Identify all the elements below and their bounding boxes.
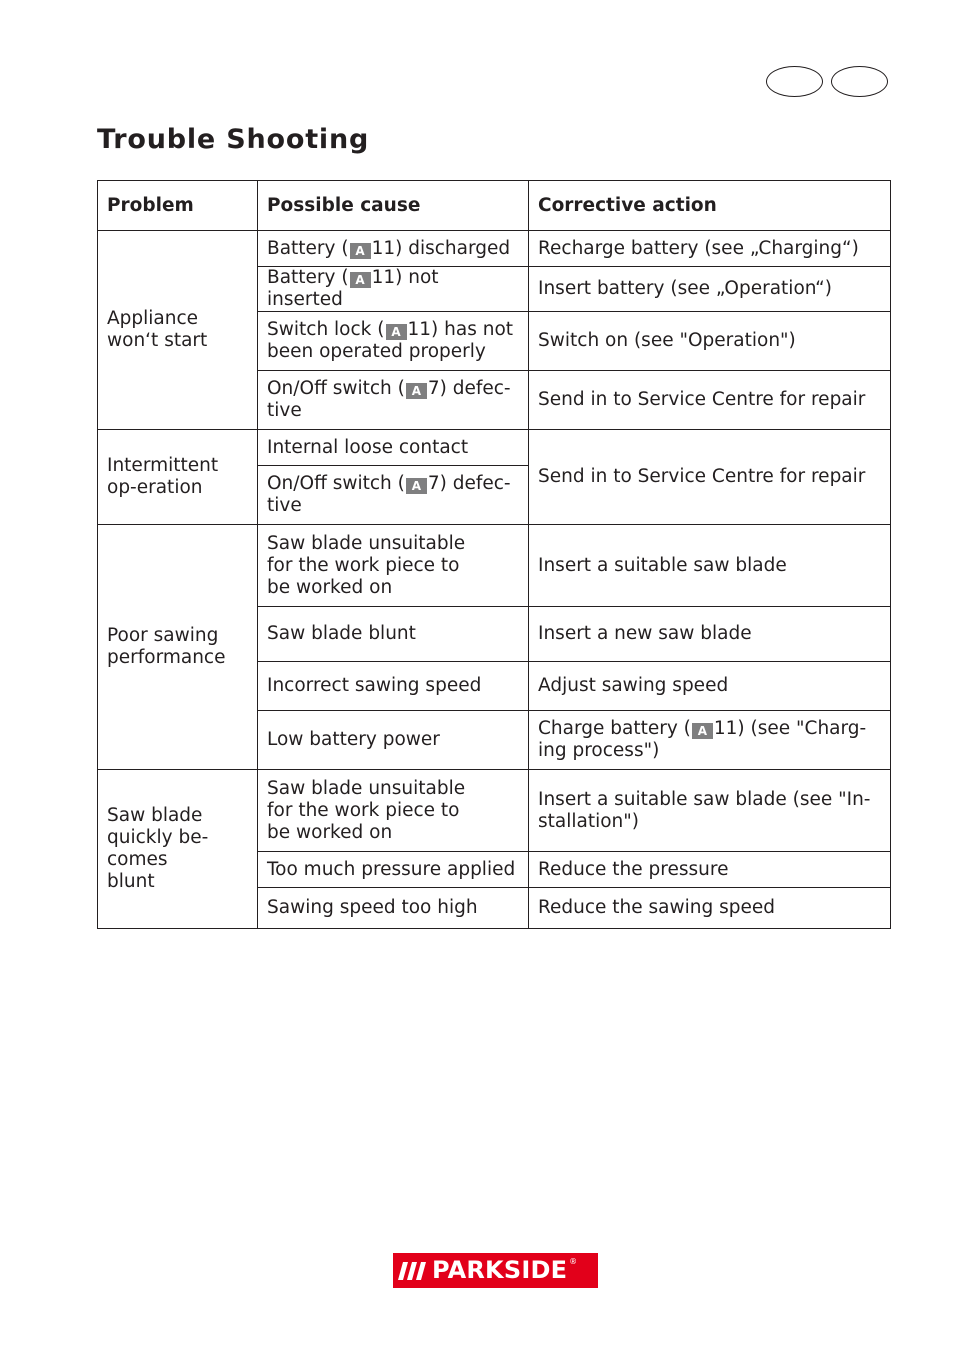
cause-cell: Sawing speed too high bbox=[258, 888, 529, 929]
cause-text-pre: On/Off switch ( bbox=[267, 378, 405, 399]
cause-cell bbox=[258, 267, 529, 312]
action-cell: Reduce the sawing speed bbox=[529, 888, 891, 929]
action-cell: Send in to Service Centre for repair bbox=[529, 430, 891, 525]
problem-cell: Intermittent op-eration bbox=[98, 430, 258, 525]
cause-cell bbox=[258, 466, 529, 525]
action-text-pre: Charge battery ( bbox=[538, 718, 691, 739]
figure-reference-badge: A bbox=[692, 723, 713, 739]
cause-text-post: 7) defec-tive bbox=[267, 473, 511, 516]
cause-text-pre: Battery ( bbox=[267, 237, 349, 259]
action-cell: Recharge battery (see „Charging“) bbox=[529, 231, 891, 267]
table-row bbox=[98, 231, 891, 267]
problem-cell: Poor sawing performance bbox=[98, 525, 258, 770]
cause-cell: Saw blade blunt bbox=[258, 607, 529, 662]
cause-text-post: 11) has not been operated properly bbox=[267, 319, 514, 362]
cause-text-post: 7) defec-tive bbox=[267, 378, 511, 421]
table-row bbox=[98, 430, 891, 466]
figure-reference-badge: A bbox=[406, 478, 427, 494]
cause-cell: Too much pressure applied bbox=[258, 852, 529, 888]
action-text-post: 11) (see "Charg-ing process") bbox=[538, 718, 867, 761]
cause-cell: Saw blade unsuitable for the work piece to be worked on bbox=[258, 770, 529, 852]
action-cell: Reduce the pressure bbox=[529, 852, 891, 888]
figure-reference-badge: A bbox=[350, 243, 371, 259]
troubleshooting-table bbox=[97, 180, 891, 929]
table-row bbox=[98, 525, 891, 607]
action-cell: Insert a suitable saw blade bbox=[529, 525, 891, 607]
logo-brand-text: PARKSIDE bbox=[432, 1256, 568, 1284]
cause-cell bbox=[258, 371, 529, 430]
action-cell: Insert battery (see „Operation“) bbox=[529, 267, 891, 312]
figure-reference-badge: A bbox=[406, 383, 427, 399]
language-indicator bbox=[766, 66, 890, 99]
cause-text-post: 11) discharged bbox=[371, 237, 511, 259]
cause-cell: Low battery power bbox=[258, 711, 529, 770]
language-oval-right bbox=[831, 66, 888, 97]
cause-text-pre: On/Off switch ( bbox=[267, 473, 405, 494]
cause-text-pre: Switch lock ( bbox=[267, 319, 385, 340]
action-cell bbox=[529, 711, 891, 770]
parkside-logo bbox=[393, 1253, 598, 1288]
column-header-cause: Possible cause bbox=[258, 181, 529, 231]
logo-stripes-icon bbox=[393, 1253, 431, 1288]
cause-cell bbox=[258, 312, 529, 371]
cause-cell bbox=[258, 231, 529, 267]
problem-cell: Saw blade quickly be-comes blunt bbox=[98, 770, 258, 929]
action-cell: Adjust sawing speed bbox=[529, 662, 891, 711]
table-header-row bbox=[98, 181, 891, 231]
page-title: Trouble Shooting bbox=[97, 124, 370, 155]
column-header-action: Corrective action bbox=[529, 181, 891, 231]
action-cell: Insert a new saw blade bbox=[529, 607, 891, 662]
cause-text-pre: Battery ( bbox=[267, 267, 349, 288]
logo-registered-mark: ® bbox=[569, 1257, 578, 1266]
cause-cell: Incorrect sawing speed bbox=[258, 662, 529, 711]
cause-cell: Saw blade unsuitable for the work piece to be worked on bbox=[258, 525, 529, 607]
figure-reference-badge: A bbox=[386, 324, 407, 340]
problem-cell: Appliance won‘t start bbox=[98, 231, 258, 430]
column-header-problem: Problem bbox=[98, 181, 258, 231]
language-oval-left bbox=[766, 66, 823, 97]
figure-reference-badge: A bbox=[350, 272, 371, 288]
action-cell: Insert a suitable saw blade (see "In-stallation") bbox=[529, 770, 891, 852]
action-cell: Send in to Service Centre for repair bbox=[529, 371, 891, 430]
cause-text-post: 11) not inserted bbox=[267, 267, 439, 310]
cause-cell: Internal loose contact bbox=[258, 430, 529, 466]
table-row bbox=[98, 770, 891, 852]
action-cell: Switch on (see "Operation") bbox=[529, 312, 891, 371]
